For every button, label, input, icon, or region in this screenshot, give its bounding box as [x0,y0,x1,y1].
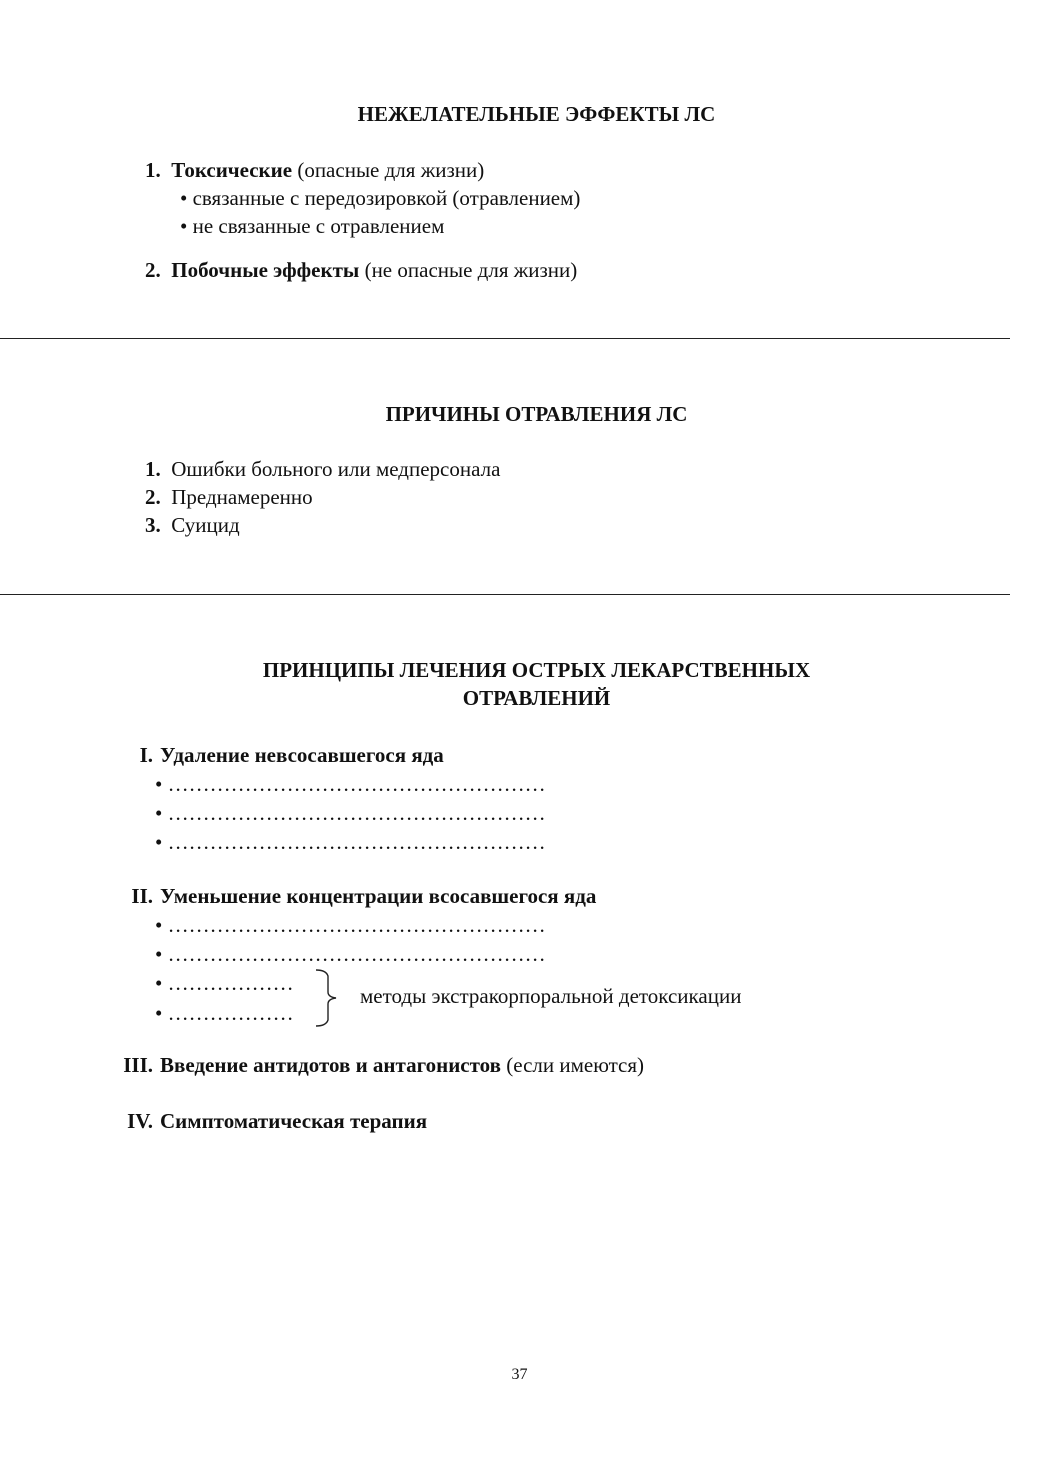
roman-numeral-III: III. [123,1053,153,1077]
principle-III-rest: (если имеются) [500,1053,645,1077]
principle-I-blank-3: • ……………………………………………… [155,830,546,854]
item-text: Преднамеренно [171,485,313,509]
principle-II-blank-1: • ……………………………………………… [155,913,546,937]
principle-III-heading: Введение антидотов и антагонистов [160,1053,501,1077]
principle-I-heading: Удаление невсосавшегося яда [160,743,444,767]
item-bold-text: Токсические [171,158,293,182]
section3-title-line1: ПРИНЦИПЫ ЛЕЧЕНИЯ ОСТРЫХ ЛЕКАРСТВЕННЫХ [262,658,811,682]
roman-numeral-II: II. [131,884,153,908]
item-number: 1. [145,457,161,481]
principle-III [160,1053,644,1078]
item-number: 2. [145,258,161,282]
section-divider [0,338,1010,339]
principle-II-heading: Уменьшение концентрации всосавшегося яда [160,884,597,908]
roman-numeral-IV: IV. [127,1109,153,1133]
section2-item-2 [145,485,313,510]
page-number: 37 [511,1366,528,1383]
principle-II-blank-3: • ……………… [155,971,294,995]
principle-II-blank-2: • ……………………………………………… [155,942,546,966]
curly-brace [312,968,352,1028]
extracorporeal-note: методы экстракорпоральной детоксикации [360,984,742,1008]
section2-item-1 [145,457,500,482]
item-number: 2. [145,485,161,509]
section3-title-line2: ОТРАВЛЕНИЙ [462,686,611,710]
principle-I-blank-1: • ……………………………………………… [155,772,546,796]
section2-item-3 [145,513,240,538]
item-text: Ошибки больного или медперсонала [171,457,501,481]
section1-item1 [145,158,484,183]
item-rest-text: (не опасные для жизни) [359,258,578,282]
section1-bullet-1: • связанные с передозировкой (отравлением) [180,186,581,210]
item-number: 1. [145,158,161,182]
item-bold-text: Побочные эффекты [171,258,360,282]
section2-title: ПРИЧИНЫ ОТРАВЛЕНИЯ ЛС [385,402,688,426]
section1-title: НЕЖЕЛАТЕЛЬНЫЕ ЭФФЕКТЫ ЛС [357,102,716,126]
item-number: 3. [145,513,161,537]
section1-bullet-2: • не связанные с отравлением [180,214,445,238]
principle-II-blank-4: • ……………… [155,1001,294,1025]
section1-item2 [145,258,577,283]
principle-I-blank-2: • ……………………………………………… [155,801,546,825]
section-divider [0,594,1010,595]
roman-numeral-I: I. [139,743,153,767]
item-text: Суицид [171,513,240,537]
item-rest-text: (опасные для жизни) [292,158,485,182]
principle-IV-heading: Симптоматическая терапия [160,1109,428,1133]
